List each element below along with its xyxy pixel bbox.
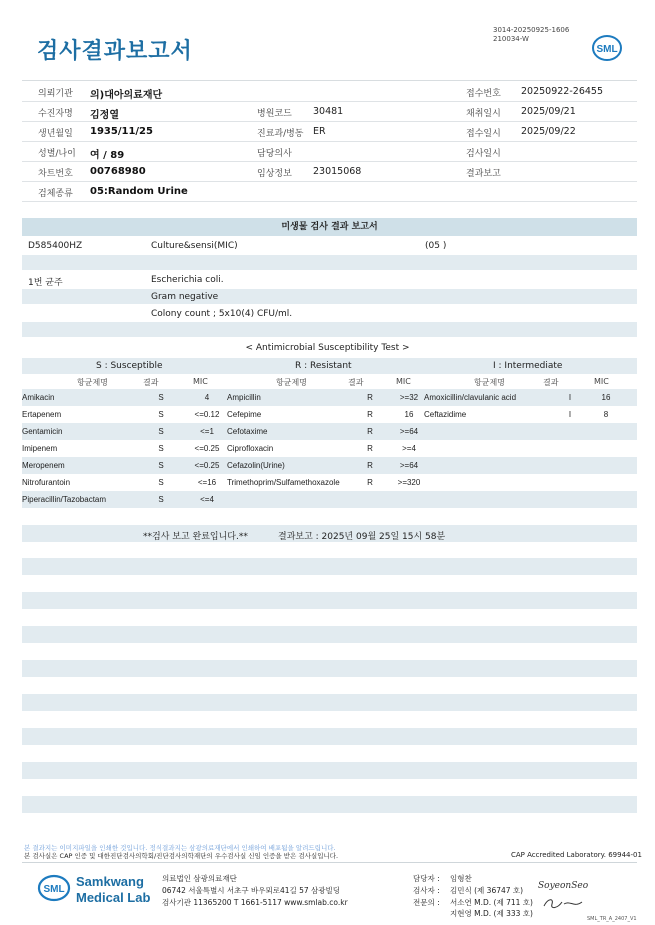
signature-seo: SoyeonSeo [538,881,589,891]
ast-mic-cell: >=32 [399,393,419,402]
staff-tester: 김민식 (제 36747 호) [450,886,524,895]
empty-band [22,558,637,575]
col-result-header: 결과 [143,378,159,387]
ast-row [22,406,637,423]
patient-info-row [22,81,637,102]
org-name: 의료법인 삼광의료재단 [162,874,237,883]
legend-resistant: R : Resistant [295,361,352,371]
ast-drug-cell: Ertapenem [22,410,62,419]
ast-row [22,474,637,491]
ast-result-cell: R [367,461,373,470]
ast-drug-cell: Cefotaxime [227,427,268,436]
col-drug-header: 항균제명 [474,378,505,387]
ast-mic-cell: >=4 [402,444,416,453]
image-print-notice: 본 결과지는 이미지파일을 인쇄한 것입니다. 정식결과지는 삼광의료재단에서 인쇄하여 배포됨을 알려드립니다. [24,844,336,852]
empty-band [22,762,637,779]
organism-name: Escherichia coli. [151,275,224,285]
ast-mic-cell: <=0.25 [194,444,220,453]
colony-count: Colony count ; 5x10(4) CFU/ml. [151,309,293,319]
staff-label-manager: 담당자 : [413,874,440,883]
field-value: 여 / 89 [90,150,125,161]
field-label: 임상정보 [257,169,292,179]
band [22,322,637,337]
field-label: 의뢰기관 [38,89,73,99]
cap-accreditation: CAP Accredited Laboratory. 69944-01 [511,851,642,859]
ast-drug-cell: Nitrofurantoin [22,478,71,487]
patient-info-row [22,121,637,142]
band [22,255,637,270]
col-mic-header: MIC [396,377,411,386]
col-drug-header: 항균제명 [276,378,307,387]
document-id-line1: 3014-20250925-1606 [493,26,570,34]
ast-mic-cell: <=0.25 [194,461,220,470]
field-label: 접수일시 [466,129,501,139]
samkwang-logo-text: SML [43,884,65,895]
field-label: 생년월일 [38,129,73,139]
ast-mic-cell: 16 [404,410,414,419]
org-contact: 검사기관 11365200 T 1661-5117 www.smlab.co.kr [162,898,348,907]
sml-logo-text: SML [596,44,618,55]
staff-manager: 임형찬 [450,874,472,883]
ast-result-cell: S [158,461,164,470]
accreditation-notice: 본 검사실은 CAP 인증 및 대한진단검사의학회/진단검사의학재단의 우수검사실 신임 인증을 받은 검사실입니다. [24,852,339,860]
field-label: 담당의사 [257,149,292,159]
legend-intermediate: I : Intermediate [493,361,563,371]
signature-ji [540,896,590,912]
ast-result-cell: R [367,410,373,419]
field-label: 결과보고 [466,169,501,179]
brand-name-line2: Medical Lab [76,890,151,905]
field-label: 성별/나이 [38,149,76,159]
col-result-header: 결과 [348,378,364,387]
empty-band [22,660,637,677]
ast-result-cell: R [367,444,373,453]
field-label: 검사일시 [466,149,501,159]
field-value: 2025/09/22 [521,126,576,137]
footer-divider [22,862,637,863]
ast-drug-cell: Imipenem [22,444,58,453]
field-label: 접수번호 [466,89,501,99]
field-label: 병원코드 [257,109,292,119]
org-address: 06742 서울특별시 서초구 바우뫼로41길 57 삼광빌딩 [162,886,341,895]
ast-mic-cell: <=0.12 [194,410,220,419]
ast-mic-cell: <=16 [197,478,217,487]
report-time: 결과보고 : 2025년 09월 25일 15시 58분 [278,532,446,542]
ast-title: < Antimicrobial Susceptibility Test > [245,343,410,353]
section-title: 미생물 검사 결과 보고서 [22,218,637,236]
test-specimen-code: (05 ) [425,241,447,251]
ast-drug-cell: Meropenem [22,461,65,470]
field-label: 검체종류 [38,189,73,199]
field-label: 채취일시 [466,109,501,119]
test-code: D585400HZ [28,241,83,251]
col-result-header: 결과 [543,378,559,387]
band [22,289,637,304]
ast-result-cell: I [568,410,572,419]
ast-row [22,389,637,406]
field-value: 2025/09/21 [521,106,576,117]
ast-mic-cell: <=1 [200,427,214,436]
empty-band [22,796,637,813]
ast-row [22,457,637,474]
ast-drug-cell: Gentamicin [22,427,63,436]
staff-specialist-1: 서소연 M.D. (제 711 호) [450,898,533,907]
field-value: 23015068 [313,166,362,177]
ast-mic-cell: <=4 [200,495,214,504]
ast-mic-cell: 16 [601,393,611,402]
patient-info-row [22,141,637,162]
report-complete-text: **검사 보고 완료입니다.** [143,532,248,542]
page-title: 검사결과보고서 [37,39,193,64]
field-value: 김정열 [90,110,119,121]
ast-mic-cell: >=64 [399,461,419,470]
patient-info-row [22,181,637,202]
empty-band [22,728,637,745]
field-label: 진료과/병동 [257,129,304,139]
empty-band [22,694,637,711]
ast-result-cell: R [367,427,373,436]
ast-result-cell: S [158,444,164,453]
form-code: SML_TR_A_2407_V1 [587,916,637,922]
ast-result-cell: I [568,393,572,402]
ast-drug-cell: Amikacin [22,393,55,402]
empty-band [22,592,637,609]
field-value: 1935/11/25 [90,126,153,137]
ast-drug-cell: Cefepime [227,410,262,419]
ast-row [22,440,637,457]
field-value: 의)대아의료재단 [90,90,163,101]
legend-susceptible: S : Susceptible [96,361,163,371]
document-id [493,26,569,44]
ast-result-cell: S [158,393,164,402]
patient-grid-top-border [22,80,637,81]
ast-mic-cell: 8 [603,410,609,419]
patient-info-row [22,101,637,122]
ast-result-cell: S [158,495,164,504]
ast-result-cell: R [367,393,373,402]
field-value: 20250922-26455 [521,86,604,97]
samkwang-logo-icon [36,873,72,903]
document-id-line2: 210034-W [493,35,529,43]
ast-result-cell: R [367,478,373,487]
brand-name-line1: Samkwang [76,874,144,889]
col-drug-header: 항균제명 [77,378,108,387]
staff-label-specialist: 전문의 : [413,898,440,907]
ast-result-cell: S [158,427,164,436]
ast-row [22,423,637,440]
staff-specialist-2: 지현영 M.D. (제 333 호) [450,909,533,918]
ast-drug-cell: Ceftazidime [424,410,467,419]
staff-label-tester: 검사자 : [413,886,440,895]
sml-logo [590,34,624,62]
ast-row [22,491,637,508]
field-value: 30481 [313,106,344,117]
ast-drug-cell: Piperacillin/Tazobactam [22,495,107,504]
field-label: 수진자명 [38,109,73,119]
patient-info-row [22,161,637,182]
ast-drug-cell: Cefazolin(Urine) [227,461,285,470]
organism-label: 1번 균주 [28,278,63,288]
ast-drug-cell: Amoxicillin/clavulanic acid [424,393,517,402]
ast-mic-cell: >=320 [397,478,421,487]
ast-mic-cell: 4 [204,393,210,402]
ast-drug-cell: Ciprofloxacin [227,444,274,453]
ast-drug-cell: Trimethoprim/Sulfamethoxazole [227,478,340,487]
gram-stain: Gram negative [151,292,219,302]
col-mic-header: MIC [193,377,208,386]
col-mic-header: MIC [594,377,609,386]
test-name: Culture&sensi(MIC) [151,241,238,251]
field-label: 차트번호 [38,169,73,179]
field-value: ER [313,126,326,137]
ast-drug-cell: Ampicillin [227,393,261,402]
ast-mic-cell: >=64 [399,427,419,436]
empty-band [22,626,637,643]
field-value: 05:Random Urine [90,186,188,197]
ast-result-cell: S [158,478,164,487]
field-value: 00768980 [90,166,146,177]
ast-result-cell: S [158,410,164,419]
